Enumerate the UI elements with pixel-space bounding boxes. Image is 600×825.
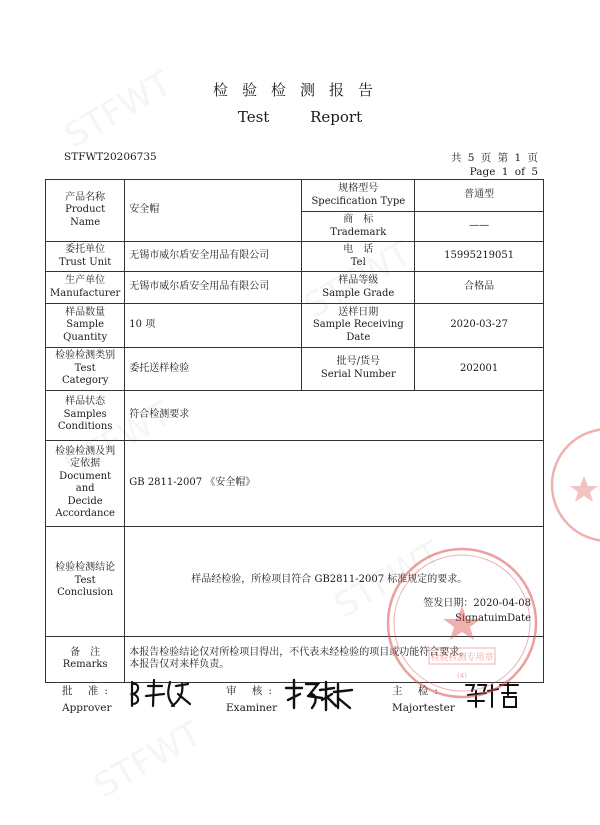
page-indicator-cn: 共 5 页 第 1 页 <box>450 152 538 164</box>
product-name-value: 安全帽 <box>125 180 302 242</box>
table-row <box>46 272 544 304</box>
table-row <box>46 242 544 272</box>
table-row <box>46 180 544 212</box>
majortester-block: 主 检: Majortester <box>392 685 455 714</box>
manufacturer-value: 无锡市威尔盾安全用品有限公司 <box>125 272 302 304</box>
conclusion-text: 样品经检验，所检项目符合 GB2811-2007 标准规定的要求。 <box>191 574 468 585</box>
table-row <box>46 348 544 391</box>
trademark-value: —— <box>415 212 544 242</box>
examiner-block: 审 核: Examiner <box>226 685 278 714</box>
watermark <box>88 714 209 807</box>
decide-accordance-label: 检验检测及判 定依据 Document and Decide Accordance <box>46 440 125 526</box>
decide-accordance-value: GB 2811-2007 《安全帽》 <box>125 440 544 526</box>
svg-text:(4): (4) <box>457 672 467 680</box>
trademark-label: 商 标 Trademark <box>302 212 415 242</box>
spec-value: 普通型 <box>415 180 544 212</box>
report-title-en: Test Report <box>237 108 363 126</box>
page-indicator-en: Page 1 of 5 <box>469 166 538 178</box>
signature-date-label: SignatuimDate <box>455 612 531 624</box>
serial-number-value: 202001 <box>415 348 544 391</box>
report-number: STFWT20206735 <box>64 151 157 163</box>
trust-unit-label: 委托单位 Trust Unit <box>46 242 125 272</box>
spec-label: 规格型号 Specification Type <box>302 180 415 212</box>
test-category-value: 委托送样检验 <box>125 348 302 391</box>
tel-label: 电 话 Tel <box>302 242 415 272</box>
samples-conditions-label: 样品状态 Samples Conditions <box>46 390 125 440</box>
manufacturer-label: 生产单位 Manufacturer <box>46 272 125 304</box>
remarks-value: 本报告检验结论仅对所检项目得出，不代表未经检验的项目或功能符合要求。 本报告仅对来样负责。 <box>125 636 544 682</box>
table-row <box>46 390 544 440</box>
sample-grade-label: 样品等级 Sample Grade <box>302 272 415 304</box>
serial-number-label: 批号/货号 Serial Number <box>302 348 415 391</box>
sign-date: 签发日期：2020-04-08 <box>423 597 531 609</box>
svg-text:检验检测专用章: 检验检测专用章 <box>430 653 494 663</box>
examiner-signature <box>282 676 356 712</box>
sample-grade-value: 合格品 <box>415 272 544 304</box>
samples-conditions-value: 符合检测要求 <box>125 390 544 440</box>
product-name-label: 产品名称 Product Name <box>46 180 125 242</box>
tel-value: 15995219051 <box>415 242 544 272</box>
official-seal <box>383 544 541 702</box>
table-row <box>46 440 544 526</box>
approver-block: 批 准: Approver <box>62 685 114 714</box>
report-title-cn: 检验检测报告 <box>212 81 387 99</box>
remarks-label: 备 注 Remarks <box>46 636 125 682</box>
approver-signature <box>126 676 196 710</box>
sample-quantity-value: 10 项 <box>125 304 302 348</box>
sample-receiving-date-label: 送样日期 Sample Receiving Date <box>302 304 415 348</box>
sample-receiving-date-value: 2020-03-27 <box>415 304 544 348</box>
trust-unit-value: 无锡市威尔盾安全用品有限公司 <box>125 242 302 272</box>
side-seal <box>548 420 600 550</box>
table-row <box>46 304 544 348</box>
sample-quantity-label: 样品数量 Sample Quantity <box>46 304 125 348</box>
conclusion-label: 检验检测结论 Test Conclusion <box>46 526 125 636</box>
test-category-label: 检验检测类别 Test Category <box>46 348 125 391</box>
